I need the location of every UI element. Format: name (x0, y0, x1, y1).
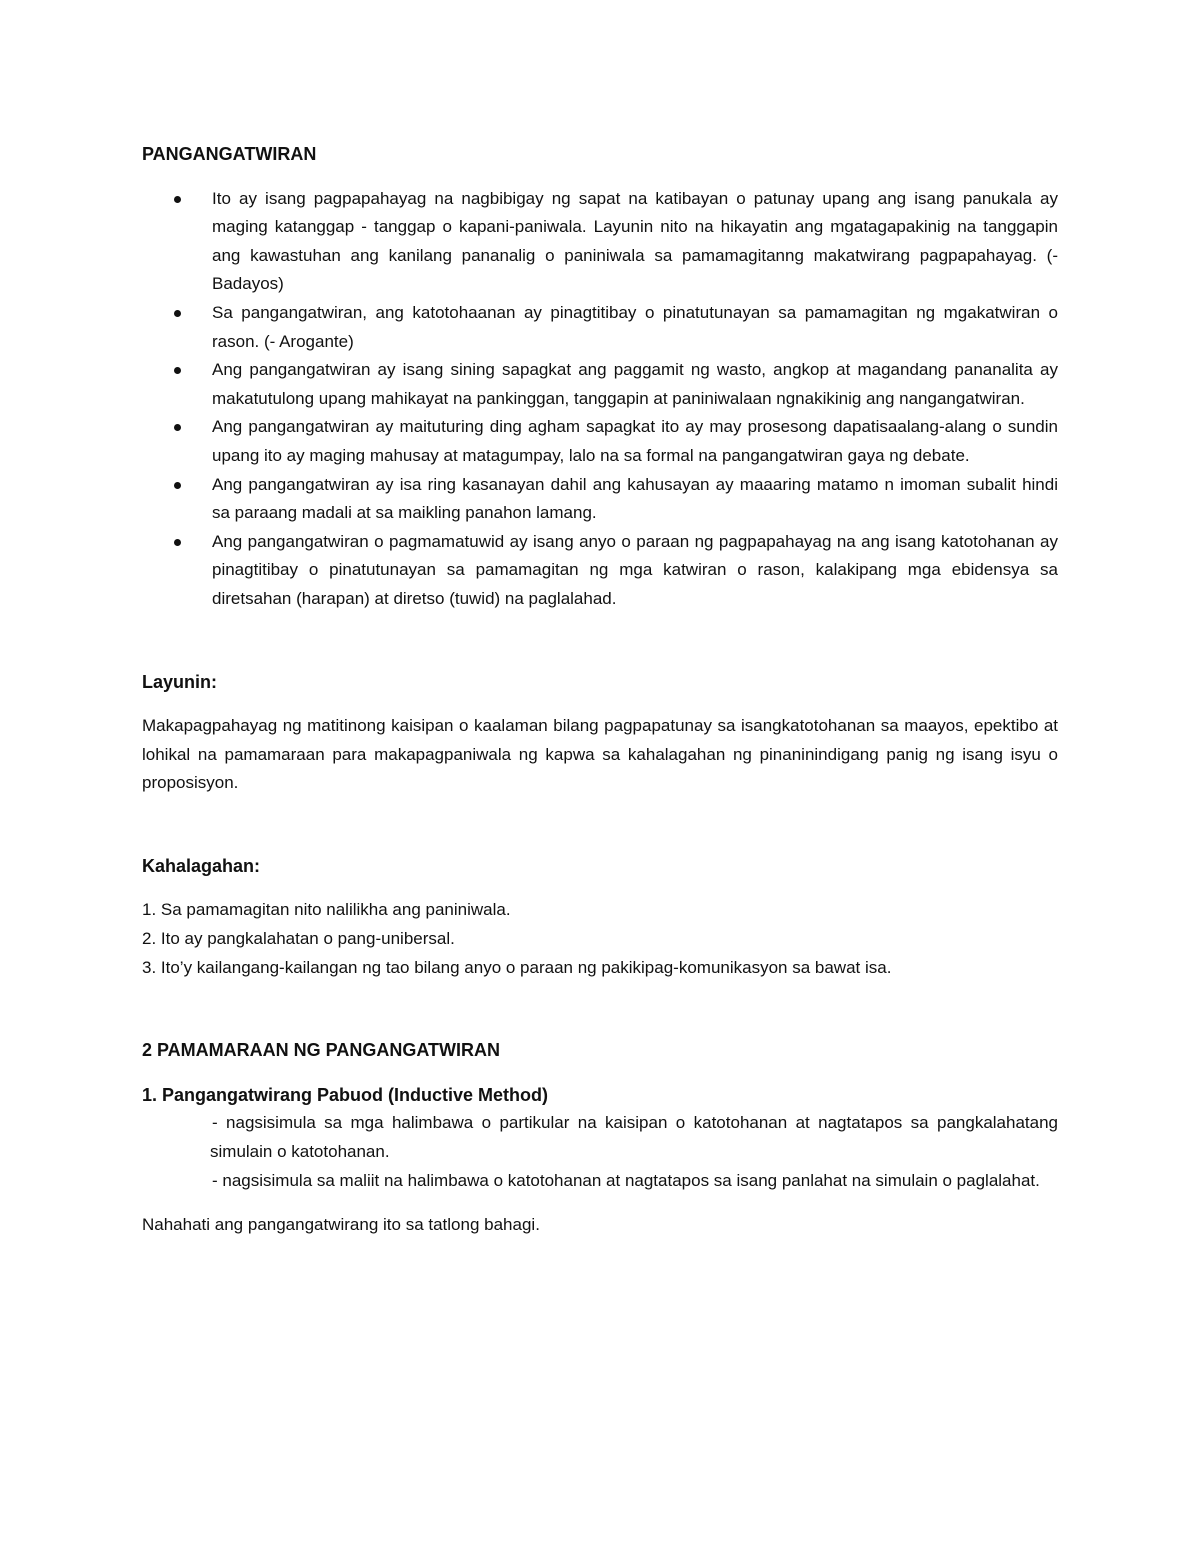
list-item: Ang pangangatwiran ay maituturing ding agham sapagkat ito ay may prosesong dapatisaalang-alang o sundin upang ito ay maging mahusay at matagumpay, lalo na sa formal na pangangatwiran gaya ng debate. (142, 413, 1058, 470)
pabuod-subheading: 1. Pangangatwirang Pabuod (Inductive Method) (142, 1084, 549, 1105)
closing-text: Nahahati ang pangangatwirang ito sa tatlong bahagi. (142, 1215, 540, 1235)
list-item: 2. Ito ay pangkalahatan o pang-unibersal. (142, 929, 455, 949)
bullet-icon (174, 424, 181, 431)
kahalagahan-heading: Kahalagahan: (142, 855, 261, 876)
bullet-icon (174, 367, 181, 374)
pabuod-paragraph-2: - nagsisimula sa maliit na halimbawa o katotohanan at nagtatapos sa isang panlahat na simulain o paglalahat. (212, 1170, 1040, 1190)
list-item: Ang pangangatwiran ay isang sining sapagkat ang paggamit ng wasto, angkop at magandang pananalita ay makatutulong upang mahikayat na pankinggan, tanggapin at paniniwalaan ngnakikinig ang nangangatwiran. (142, 356, 1058, 413)
pamamaraan-heading: 2 PAMAMARAAN NG PANGANGATWIRAN (142, 1040, 500, 1061)
list-item: Ito ay isang pagpapahayag na nagbibigay ng sapat na katibayan o patunay upang ang isang panukala ay maging katanggap - tanggap o kapani-paniwala. Layunin nito na hikayatin ang mgatagapakinig na tanggapin ang kawastuhan ang kanilang pananalig o paniniwala sa pamamagitanng makatwirang pagpapahayag. (- Badayos) (142, 185, 1058, 299)
document-page (142, 140, 1058, 1240)
layunin-heading: Layunin: (142, 671, 217, 692)
list-item: 3. Ito’y kailangang-kailangan ng tao bilang anyo o paraan ng pakikipag-komunikasyon sa bawat isa. (142, 957, 892, 977)
list-item: 1. Sa pamamagitan nito nalilikha ang paniniwala. (142, 900, 511, 920)
bullet-icon (174, 539, 181, 546)
bullet-icon (174, 196, 181, 203)
list-item: Sa pangangatwiran, ang katotohaanan ay pinagtitibay o pinatutunayan sa pamamagitan ng mgakatwiran o rason. (- Arogante) (142, 299, 1058, 356)
bullet-icon (174, 310, 181, 317)
page-title: PANGANGATWIRAN (142, 144, 317, 164)
pabuod-paragraph-1: - nagsisimula sa mga halimbawa o partikular na kaisipan o katotohanan at nagtatapos sa pangkalahatangsimulain o katotohanan. (210, 1113, 1058, 1162)
kahalagahan-list (142, 896, 1058, 982)
list-item: Ang pangangatwiran ay isa ring kasanayan dahil ang kahusayan ay maaaring matamo n imoman subalit hindi sa paraang madali at sa maikling panahon lamang. (142, 471, 1058, 528)
list-item: Ang pangangatwiran o pagmamatuwid ay isang anyo o paraan ng pagpapahayag na ang isang katotohanan ay pinagtitibay o pinatutunayan sa pamamagitan ng mga katwiran o rason, kalakipang mga ebidensya sa diretsahan (harapan) at diretso (tuwid) na paglalahad. (142, 528, 1058, 614)
definition-list (142, 185, 1058, 614)
layunin-text: Makapagpahayag ng matitinong kaisipan o kaalaman bilang pagpapatunay sa isangkatotohanan sa maayos, epektibo at lohikal na pamamaraan para makapagpaniwala ng kapwa sa kahalagahan ng pinaninindigang panig ng isang isyu o proposisyon. (142, 716, 1058, 793)
bullet-icon (174, 482, 181, 489)
